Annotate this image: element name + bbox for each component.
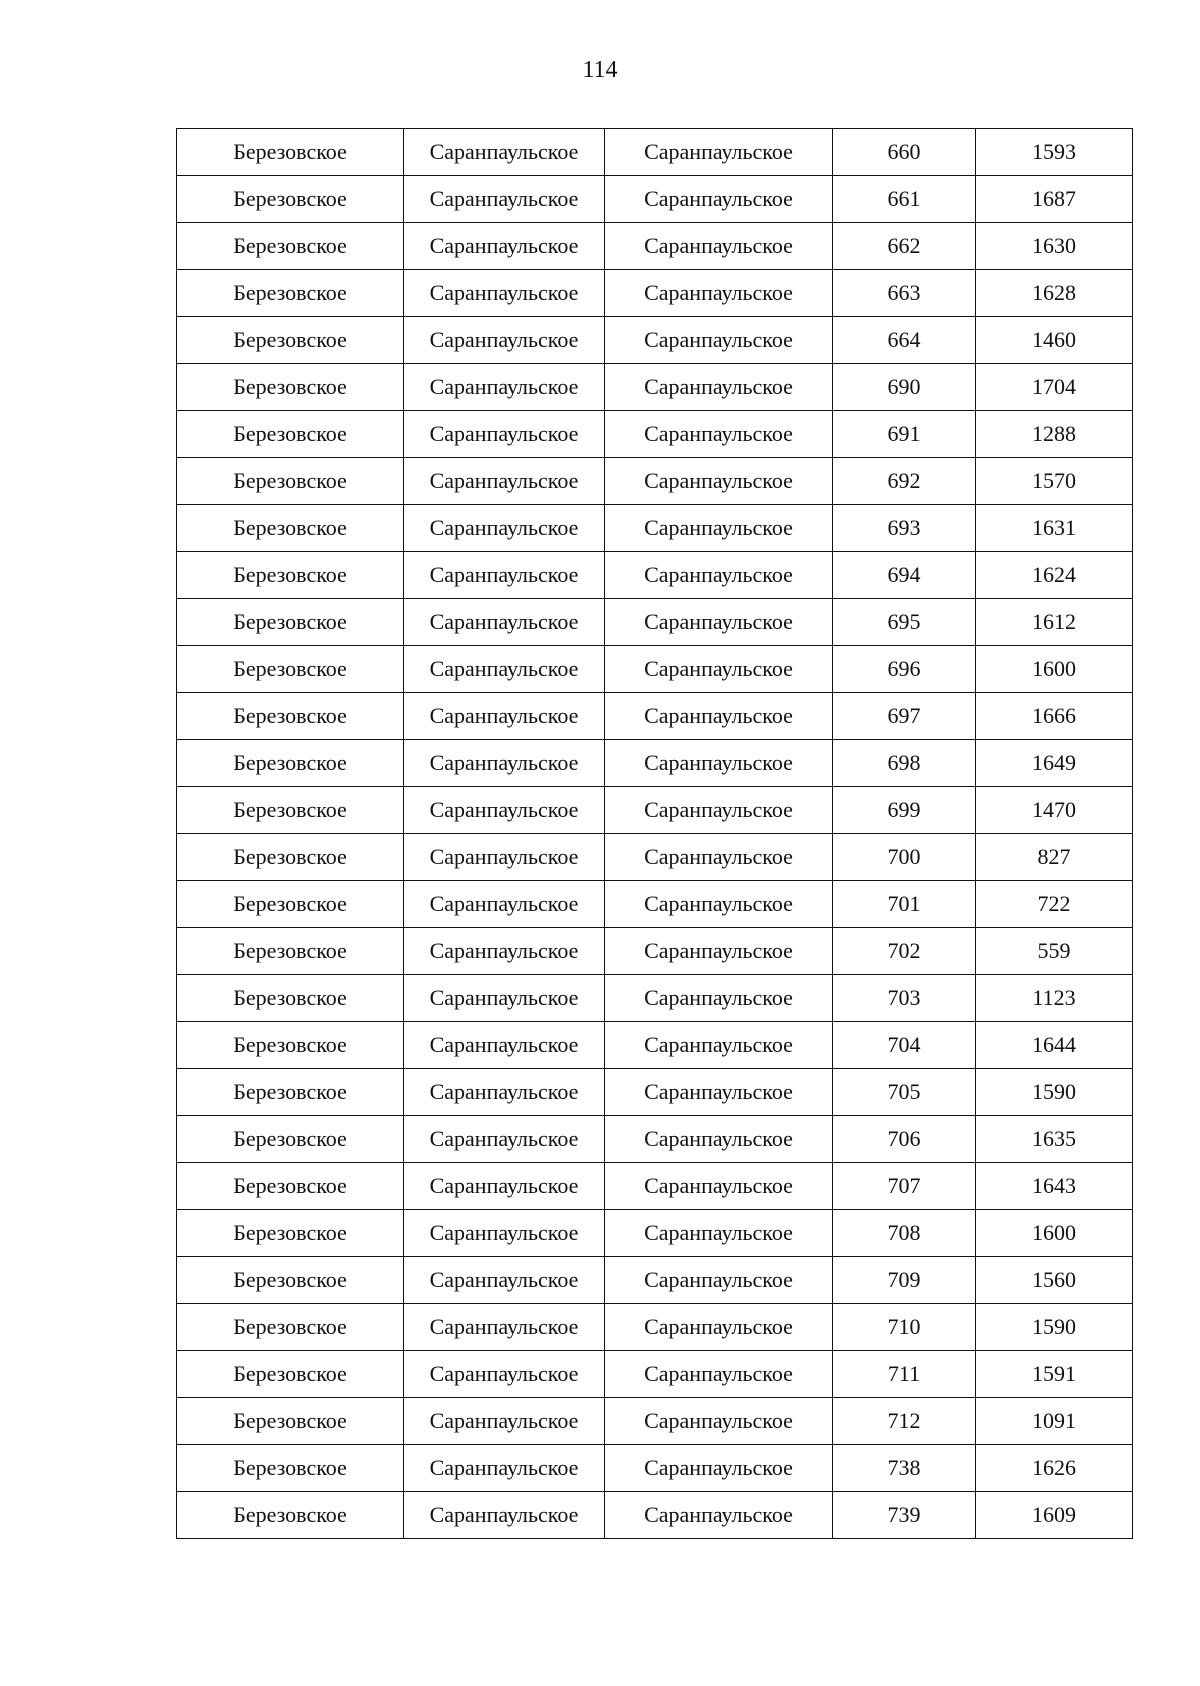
district-cell: Березовское <box>177 1257 404 1304</box>
settlement-cell: Саранпаульское <box>404 1304 605 1351</box>
settlement-cell: Саранпаульское <box>404 270 605 317</box>
quarter-cell: 704 <box>833 1022 976 1069</box>
quarter-cell: 707 <box>833 1163 976 1210</box>
value-cell: 1626 <box>976 1445 1133 1492</box>
table-row <box>177 646 1133 693</box>
table-row <box>177 411 1133 458</box>
district-cell: Березовское <box>177 1022 404 1069</box>
district-cell: Березовское <box>177 1210 404 1257</box>
district-cell: Березовское <box>177 646 404 693</box>
quarter-cell: 699 <box>833 787 976 834</box>
district-cell: Березовское <box>177 1492 404 1539</box>
settlement-cell: Саранпаульское <box>404 1492 605 1539</box>
value-cell: 1649 <box>976 740 1133 787</box>
settlement-cell: Саранпаульское <box>404 223 605 270</box>
district-cell: Березовское <box>177 881 404 928</box>
forestry-cell: Саранпаульское <box>605 928 833 975</box>
value-cell: 1704 <box>976 364 1133 411</box>
value-cell: 1560 <box>976 1257 1133 1304</box>
district-cell: Березовское <box>177 129 404 176</box>
quarter-cell: 708 <box>833 1210 976 1257</box>
district-cell: Березовское <box>177 740 404 787</box>
quarter-cell: 696 <box>833 646 976 693</box>
forestry-cell: Саранпаульское <box>605 1304 833 1351</box>
settlement-cell: Саранпаульское <box>404 411 605 458</box>
district-cell: Березовское <box>177 176 404 223</box>
table-row <box>177 975 1133 1022</box>
table-row <box>177 599 1133 646</box>
value-cell: 1470 <box>976 787 1133 834</box>
district-cell: Березовское <box>177 1116 404 1163</box>
district-cell: Березовское <box>177 364 404 411</box>
table-row <box>177 223 1133 270</box>
settlement-cell: Саранпаульское <box>404 364 605 411</box>
quarter-cell: 709 <box>833 1257 976 1304</box>
quarter-cell: 712 <box>833 1398 976 1445</box>
value-cell: 559 <box>976 928 1133 975</box>
value-cell: 1624 <box>976 552 1133 599</box>
district-cell: Березовское <box>177 1069 404 1116</box>
forestry-cell: Саранпаульское <box>605 787 833 834</box>
forestry-cell: Саранпаульское <box>605 1022 833 1069</box>
table-row <box>177 1445 1133 1492</box>
forestry-cell: Саранпаульское <box>605 646 833 693</box>
table-row <box>177 787 1133 834</box>
value-cell: 1631 <box>976 505 1133 552</box>
data-table <box>176 128 1133 1539</box>
table-row <box>177 1022 1133 1069</box>
table-row <box>177 1398 1133 1445</box>
quarter-cell: 691 <box>833 411 976 458</box>
quarter-cell: 660 <box>833 129 976 176</box>
value-cell: 1635 <box>976 1116 1133 1163</box>
value-cell: 827 <box>976 834 1133 881</box>
quarter-cell: 705 <box>833 1069 976 1116</box>
forestry-cell: Саранпаульское <box>605 1116 833 1163</box>
forestry-cell: Саранпаульское <box>605 364 833 411</box>
value-cell: 1590 <box>976 1069 1133 1116</box>
quarter-cell: 738 <box>833 1445 976 1492</box>
value-cell: 1570 <box>976 458 1133 505</box>
quarter-cell: 663 <box>833 270 976 317</box>
district-cell: Березовское <box>177 411 404 458</box>
value-cell: 722 <box>976 881 1133 928</box>
table-row <box>177 1210 1133 1257</box>
forestry-cell: Саранпаульское <box>605 881 833 928</box>
settlement-cell: Саранпаульское <box>404 1069 605 1116</box>
quarter-cell: 698 <box>833 740 976 787</box>
quarter-cell: 710 <box>833 1304 976 1351</box>
district-cell: Березовское <box>177 270 404 317</box>
settlement-cell: Саранпаульское <box>404 552 605 599</box>
district-cell: Березовское <box>177 317 404 364</box>
table-row <box>177 552 1133 599</box>
settlement-cell: Саранпаульское <box>404 881 605 928</box>
forestry-cell: Саранпаульское <box>605 411 833 458</box>
quarter-cell: 739 <box>833 1492 976 1539</box>
quarter-cell: 694 <box>833 552 976 599</box>
forestry-cell: Саранпаульское <box>605 505 833 552</box>
settlement-cell: Саранпаульское <box>404 1398 605 1445</box>
forestry-cell: Саранпаульское <box>605 552 833 599</box>
value-cell: 1593 <box>976 129 1133 176</box>
page-number: 114 <box>582 57 618 83</box>
value-cell: 1644 <box>976 1022 1133 1069</box>
forestry-cell: Саранпаульское <box>605 458 833 505</box>
table-row <box>177 1257 1133 1304</box>
value-cell: 1687 <box>976 176 1133 223</box>
quarter-cell: 693 <box>833 505 976 552</box>
district-cell: Березовское <box>177 1304 404 1351</box>
table-row <box>177 505 1133 552</box>
district-cell: Березовское <box>177 1445 404 1492</box>
settlement-cell: Саранпаульское <box>404 740 605 787</box>
forestry-cell: Саранпаульское <box>605 1069 833 1116</box>
table-row <box>177 364 1133 411</box>
value-cell: 1666 <box>976 693 1133 740</box>
table-row <box>177 1492 1133 1539</box>
forestry-cell: Саранпаульское <box>605 975 833 1022</box>
table-row <box>177 928 1133 975</box>
forestry-cell: Саранпаульское <box>605 129 833 176</box>
table-row <box>177 129 1133 176</box>
district-cell: Березовское <box>177 975 404 1022</box>
table-row <box>177 693 1133 740</box>
table-row <box>177 740 1133 787</box>
quarter-cell: 706 <box>833 1116 976 1163</box>
value-cell: 1609 <box>976 1492 1133 1539</box>
settlement-cell: Саранпаульское <box>404 176 605 223</box>
settlement-cell: Саранпаульское <box>404 975 605 1022</box>
quarter-cell: 695 <box>833 599 976 646</box>
settlement-cell: Саранпаульское <box>404 1210 605 1257</box>
district-cell: Березовское <box>177 458 404 505</box>
settlement-cell: Саранпаульское <box>404 1445 605 1492</box>
value-cell: 1600 <box>976 1210 1133 1257</box>
settlement-cell: Саранпаульское <box>404 834 605 881</box>
table-row <box>177 176 1133 223</box>
quarter-cell: 692 <box>833 458 976 505</box>
settlement-cell: Саранпаульское <box>404 1351 605 1398</box>
value-cell: 1091 <box>976 1398 1133 1445</box>
district-cell: Березовское <box>177 928 404 975</box>
table-row <box>177 270 1133 317</box>
table-row <box>177 1116 1133 1163</box>
quarter-cell: 661 <box>833 176 976 223</box>
value-cell: 1643 <box>976 1163 1133 1210</box>
settlement-cell: Саранпаульское <box>404 646 605 693</box>
settlement-cell: Саранпаульское <box>404 693 605 740</box>
forestry-cell: Саранпаульское <box>605 1398 833 1445</box>
forestry-cell: Саранпаульское <box>605 834 833 881</box>
quarter-cell: 700 <box>833 834 976 881</box>
forestry-cell: Саранпаульское <box>605 599 833 646</box>
settlement-cell: Саранпаульское <box>404 1163 605 1210</box>
settlement-cell: Саранпаульское <box>404 1257 605 1304</box>
table-row <box>177 834 1133 881</box>
table-row <box>177 317 1133 364</box>
district-cell: Березовское <box>177 552 404 599</box>
forestry-cell: Саранпаульское <box>605 223 833 270</box>
quarter-cell: 711 <box>833 1351 976 1398</box>
forestry-cell: Саранпаульское <box>605 693 833 740</box>
table-body <box>177 129 1133 1539</box>
forestry-cell: Саранпаульское <box>605 1257 833 1304</box>
forestry-cell: Саранпаульское <box>605 317 833 364</box>
forestry-cell: Саранпаульское <box>605 270 833 317</box>
quarter-cell: 702 <box>833 928 976 975</box>
district-cell: Березовское <box>177 693 404 740</box>
table-row <box>177 881 1133 928</box>
district-cell: Березовское <box>177 1398 404 1445</box>
settlement-cell: Саранпаульское <box>404 317 605 364</box>
value-cell: 1123 <box>976 975 1133 1022</box>
settlement-cell: Саранпаульское <box>404 928 605 975</box>
table-row <box>177 1351 1133 1398</box>
forestry-cell: Саранпаульское <box>605 1210 833 1257</box>
table-row <box>177 1069 1133 1116</box>
forestry-cell: Саранпаульское <box>605 1163 833 1210</box>
value-cell: 1288 <box>976 411 1133 458</box>
value-cell: 1612 <box>976 599 1133 646</box>
quarter-cell: 703 <box>833 975 976 1022</box>
table-row <box>177 458 1133 505</box>
district-cell: Березовское <box>177 1351 404 1398</box>
quarter-cell: 701 <box>833 881 976 928</box>
district-cell: Березовское <box>177 505 404 552</box>
value-cell: 1460 <box>976 317 1133 364</box>
district-cell: Березовское <box>177 1163 404 1210</box>
forestry-cell: Саранпаульское <box>605 740 833 787</box>
quarter-cell: 664 <box>833 317 976 364</box>
district-cell: Березовское <box>177 223 404 270</box>
table-row <box>177 1304 1133 1351</box>
district-cell: Березовское <box>177 599 404 646</box>
settlement-cell: Саранпаульское <box>404 458 605 505</box>
forestry-cell: Саранпаульское <box>605 1445 833 1492</box>
settlement-cell: Саранпаульское <box>404 1022 605 1069</box>
settlement-cell: Саранпаульское <box>404 1116 605 1163</box>
quarter-cell: 697 <box>833 693 976 740</box>
forestry-cell: Саранпаульское <box>605 1351 833 1398</box>
district-cell: Березовское <box>177 834 404 881</box>
table-row <box>177 1163 1133 1210</box>
value-cell: 1591 <box>976 1351 1133 1398</box>
forestry-cell: Саранпаульское <box>605 176 833 223</box>
value-cell: 1600 <box>976 646 1133 693</box>
value-cell: 1630 <box>976 223 1133 270</box>
settlement-cell: Саранпаульское <box>404 505 605 552</box>
settlement-cell: Саранпаульское <box>404 129 605 176</box>
district-cell: Березовское <box>177 787 404 834</box>
value-cell: 1628 <box>976 270 1133 317</box>
quarter-cell: 690 <box>833 364 976 411</box>
value-cell: 1590 <box>976 1304 1133 1351</box>
quarter-cell: 662 <box>833 223 976 270</box>
forestry-cell: Саранпаульское <box>605 1492 833 1539</box>
settlement-cell: Саранпаульское <box>404 599 605 646</box>
settlement-cell: Саранпаульское <box>404 787 605 834</box>
